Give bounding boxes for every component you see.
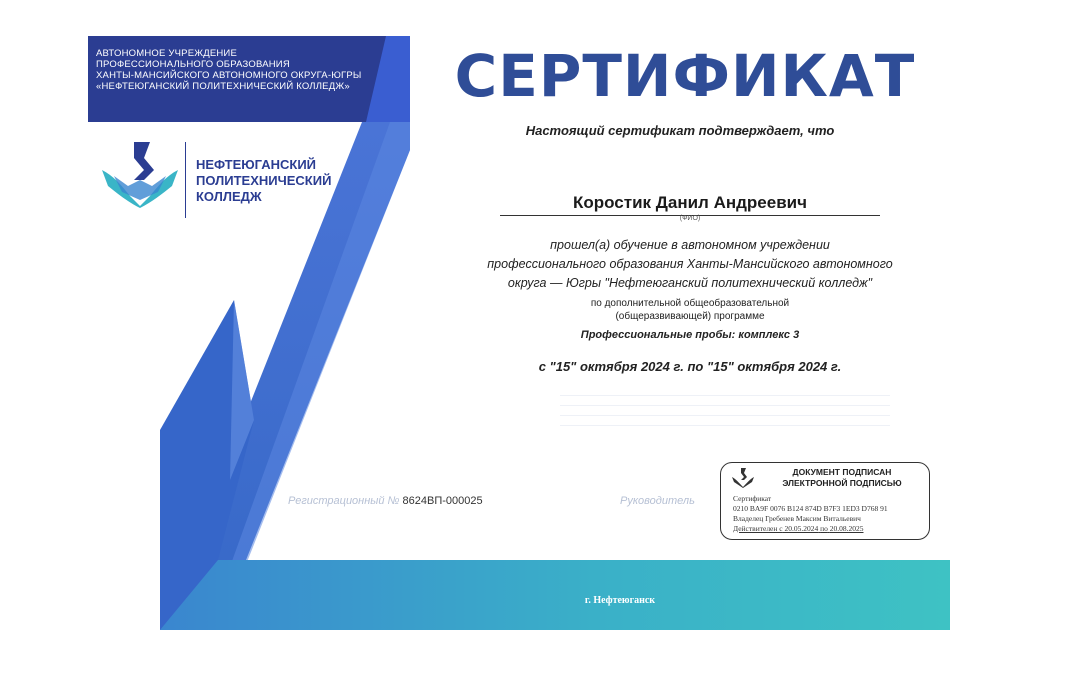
stamp-validity — [733, 524, 888, 534]
organization-line: ХАНТЫ-МАНСИЙСКОГО АВТОНОМНОГО ОКРУГА-ЮГРЫ — [96, 70, 362, 81]
head-label: Руководитель — [620, 495, 695, 507]
program-intro — [500, 297, 880, 323]
college-name-line: НЕФТЕЮГАНСКИЙ — [196, 157, 317, 172]
college-name — [196, 157, 331, 205]
body-line: прошел(а) обучение в автономном учреждении — [550, 238, 830, 252]
city: г. Нефтеюганск — [584, 595, 656, 606]
name-caption: (ФИО) — [679, 215, 701, 222]
stamp-logo-icon — [731, 467, 755, 489]
stamp-valid-to: 20.08.2025 — [829, 524, 864, 533]
program-name: Профессиональные пробы: комплекс 3 — [580, 329, 800, 341]
college-name-line: ПОЛИТЕХНИЧЕСКИЙ — [196, 173, 332, 188]
stamp-owner: Владелец Гребенев Максим Витальевич — [733, 514, 861, 523]
registration — [288, 495, 483, 507]
logo-separator — [185, 142, 186, 218]
body-line: округа — Югры "Нефтеюганский политехнический колледж" — [507, 276, 873, 290]
stamp-title-line: ДОКУМЕНТ ПОДПИСАН — [792, 467, 892, 477]
organization-name — [96, 48, 362, 92]
stamp-title-line: ЭЛЕКТРОННОЙ ПОДПИСЬЮ — [782, 478, 902, 488]
stamp-valid-prefix: Действителен с — [733, 524, 783, 533]
organization-line: «НЕФТЕЮГАНСКИЙ ПОЛИТЕХНИЧЕСКИЙ КОЛЛЕДЖ» — [96, 81, 350, 92]
course-dates: с "15" октября 2024 г. по "15" октября 2024 г. — [538, 359, 842, 374]
college-logo-icon — [100, 140, 180, 210]
stamp-valid-from: 20.05.2024 — [784, 524, 819, 533]
stamp-cert-label: Сертификат — [733, 494, 772, 503]
electronic-signature-stamp — [720, 462, 930, 540]
recipient-name: Коростик Данил Андреевич — [573, 193, 807, 212]
college-name-line: КОЛЛЕДЖ — [196, 189, 262, 204]
organization-line: АВТОНОМНОЕ УЧРЕЖДЕНИЕ — [96, 48, 237, 59]
certificate-body — [450, 236, 930, 293]
stamp-cert-number: 0210 BA9F 0076 B124 874D B7F3 1ED3 D768 91 — [733, 504, 888, 513]
stamp-valid-mid: по — [820, 524, 828, 533]
body-line: профессионального образования Ханты-Мансийского автономного — [487, 257, 893, 271]
stamp-title — [761, 467, 923, 489]
program-intro-line: (общеразвивающей) программе — [615, 311, 765, 322]
certificate-title: СЕРТИФИКАТ — [454, 42, 916, 110]
registration-label: Регистрационный № — [288, 495, 400, 507]
registration-number: 8624ВП-000025 — [402, 495, 483, 507]
organization-line: ПРОФЕССИОНАЛЬНОГО ОБРАЗОВАНИЯ — [96, 59, 290, 70]
stamp-details — [733, 494, 888, 534]
confirm-text: Настоящий сертификат подтверждает, что — [525, 123, 835, 138]
program-intro-line: по дополнительной общеобразовательной — [590, 298, 790, 309]
